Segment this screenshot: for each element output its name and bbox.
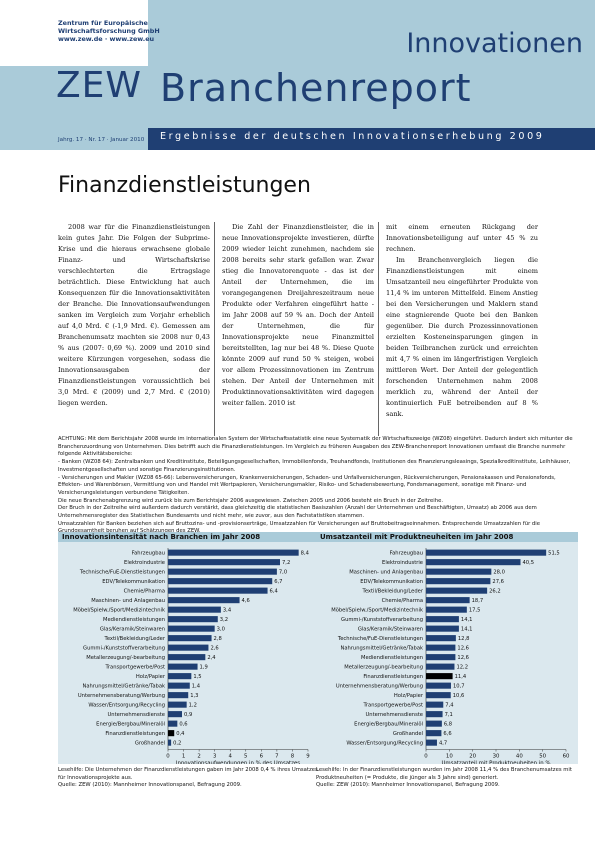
value-label: 3,2 <box>219 616 229 623</box>
bar-chart-product-share <box>316 542 578 764</box>
category-label: Finanzdienstleistungen <box>363 673 423 680</box>
category-label: Transportgewerbe/Post <box>363 702 423 709</box>
bar <box>426 730 441 736</box>
bar <box>168 588 268 594</box>
value-label: 7,2 <box>282 559 291 566</box>
zew-logo: ZEW <box>56 65 143 106</box>
text-column-3 <box>386 222 538 420</box>
x-tick-label: 1 <box>181 753 186 760</box>
value-label: 10,7 <box>452 683 465 690</box>
x-tick-label: 0 <box>424 753 428 760</box>
bar <box>168 578 272 584</box>
x-tick-label: 6 <box>259 753 264 760</box>
category-label: Textil/Bekleidung/Leder <box>104 635 165 642</box>
category-label: Maschinen- und Anlagenbau <box>349 569 423 576</box>
x-tick-label: 20 <box>469 753 477 760</box>
value-label: 1,2 <box>188 702 197 709</box>
bar <box>168 597 240 603</box>
text-column-1 <box>58 222 210 409</box>
category-label: Holz/Papier <box>393 692 423 699</box>
category-label: Nahrungsmittel/Getränke/Tabak <box>82 683 165 690</box>
chart-panel-product-share <box>316 532 578 764</box>
category-label: Unternehmensdienste <box>107 711 165 718</box>
category-label: Möbel/Spielw./Sport/Medizintechnik <box>73 607 165 614</box>
bar <box>426 550 546 556</box>
value-label: 6,7 <box>274 578 283 585</box>
value-label: 6,6 <box>443 730 452 737</box>
category-label: Fahrzeugbau <box>389 550 423 557</box>
value-label: 14,1 <box>460 626 473 633</box>
category-label: Energie/Bergbau/Mineralöl <box>354 721 423 728</box>
bar <box>168 645 208 651</box>
chart-title: Umsatzanteil mit Produktneuheiten im Jahr 2008 <box>316 532 578 542</box>
bar <box>426 721 442 727</box>
x-axis-label: Innovationsaufwendungen in % des Umsatzes <box>175 760 301 764</box>
value-label: 0,6 <box>179 721 188 728</box>
bar <box>168 635 212 641</box>
paragraph: 2008 war für die Finanzdienstleistungen kein gutes Jahr. Die Folgen der Subprime-Krise und die hieraus erwachsene globale Finanz- und Wirtschaftskrise verschlechterten die Ertragslage beträchtlich. Diese Entwicklung hat auch Konsequenzen für die Innovationsaktivitäten der Branche. Die Innovationsaufwendungen sanken im Vergleich zum Vorjahr erheblich auf 4,0 Mrd. € (-1,9 Mrd. €). Gemessen am Branchenumsatz machten sie 2008 nur 0,43 % aus (2007: 0,69 %). 2009 und 2010 sind weitere Kürzungen vorgesehen, sodass die Innovationsausgaben der Finanzdienstleistungen voraussichtlich bei 3,0 Mrd. € (2009) und 2,7 Mrd. € (2010) liegen werden. <box>58 223 210 407</box>
caption-source: Quelle: ZEW (2010): Mannheimer Innovationspanel, Befragung 2009. <box>316 782 500 789</box>
category-label: Gummi-/Kunststoffverarbeitung <box>341 616 423 623</box>
bar <box>168 692 188 698</box>
note-paragraph: Die neue Branchenabgrenzung wird zurück bis zum Berichtsjahr 2006 ausgewiesen. Zwischen 2005 und 2006 besteht ein Bruch in der Zeitreihe. <box>58 497 444 504</box>
org-name-line1: Zentrum für Europäische <box>58 19 148 27</box>
x-tick-label: 5 <box>244 753 248 760</box>
chart-caption <box>58 767 320 790</box>
value-label: 2,6 <box>210 645 219 652</box>
bar-chart-intensity <box>58 542 320 764</box>
bar <box>168 683 190 689</box>
value-label: 12,6 <box>457 654 469 661</box>
value-label: 8,4 <box>300 550 309 557</box>
x-tick-label: 40 <box>515 753 523 760</box>
issue-info: Jahrg. 17 · Nr. 17 · Januar 2010 <box>58 137 145 143</box>
category-label: Textil/Bekleidung/Leder <box>362 588 423 595</box>
category-label: Gummi-/Kunststoffverarbeitung <box>83 645 165 652</box>
bar <box>168 626 215 632</box>
category-label: Technische/FuE-Dienstleistungen <box>79 569 165 576</box>
bar <box>168 559 280 565</box>
column-divider <box>214 222 215 436</box>
bar <box>168 721 177 727</box>
category-label: Mediendienstleistungen <box>103 616 165 623</box>
category-label: Glas/Keramik/Steinwaren <box>99 626 165 633</box>
value-label: 7,1 <box>444 711 453 718</box>
category-label: Großhandel <box>392 730 423 737</box>
value-label: 1,3 <box>190 692 199 699</box>
value-label: 3,4 <box>222 607 232 614</box>
note-paragraph: Umsatzzahlen für Banken beziehen sich auf Bruttozins- und -provisionserträge, Umsatzzahlen für Versicherungen auf Bruttobeitragseinnahmen. Entsprechende Umsatzzahlen für die <box>58 520 541 527</box>
bar <box>168 673 191 679</box>
value-label: 14,1 <box>460 616 473 623</box>
category-label: Metallerzeugung/-bearbeitung <box>344 664 423 671</box>
value-label: 12,6 <box>457 645 469 652</box>
category-label: Wasser/Entsorgung/Recycling <box>346 740 423 747</box>
value-label: 7,0 <box>278 569 288 576</box>
value-label: 7,4 <box>445 702 454 709</box>
category-label: Elektroindustrie <box>382 559 423 566</box>
category-label: Energie/Bergbau/Mineralöl <box>96 721 165 728</box>
bar <box>168 607 221 613</box>
value-label: 1,9 <box>199 664 208 671</box>
category-label: Metallerzeugung/-bearbeitung <box>86 654 165 661</box>
value-label: 12,2 <box>456 664 469 671</box>
chart-panel-intensity <box>58 532 320 764</box>
bar <box>426 588 487 594</box>
value-label: 26,2 <box>489 588 501 595</box>
bar <box>426 673 453 679</box>
org-website: www.zew.de · www.zew.eu <box>58 35 155 43</box>
paragraph: mit einem erneuten Rückgang der Innovationsbeteiligung auf unter 45 % zu rechnen. <box>386 223 538 253</box>
value-label: 2,4 <box>207 654 216 661</box>
x-tick-label: 3 <box>212 753 217 760</box>
note-paragraph: - Banken (WZ08 64): Zentralbanken und Kreditinstitute, Beteiligungsgesellschaften, Immobilienfonds, Treuhandfonds, Institutionen des Finanzierungsleasings, Spezialkreditinstitute, Leihhäuser, Investmentgesellschaften und sonstige Finanzierungsinstitutionen. <box>58 459 571 473</box>
category-label: Unternehmensberatung/Werbung <box>335 683 423 690</box>
bar <box>168 550 299 556</box>
x-tick-label: 60 <box>562 753 570 760</box>
bar <box>426 597 470 603</box>
methodology-note <box>58 436 578 536</box>
bar <box>168 616 218 622</box>
bar <box>168 702 187 708</box>
category-label: Chemie/Pharma <box>123 588 165 595</box>
bar <box>426 616 459 622</box>
value-label: 4,7 <box>438 740 448 747</box>
value-label: 28,0 <box>493 569 505 576</box>
category-label: Wasser/Entsorgung/Recycling <box>88 702 165 709</box>
value-label: 10,6 <box>452 692 465 699</box>
category-label: Nahrungsmittel/Getränke/Tabak <box>340 645 423 652</box>
category-label: EDV/Telekommunikation <box>360 578 423 585</box>
note-paragraph: ACHTUNG: Mit dem Berichtsjahr 2008 wurde im internationalen System der Wirtschaftsstatistik eine neue Systematik der Wirtschaftszweige (WZ08) eingeführt. Dadurch ändert sich mitunter die Branchenzuordnung von Unternehmen. Dies betrifft auch die Finanzdienstleistungen. Im Vergleich zu früheren Ausgaben des ZEW-Branchenreport Innovationen umfasst die Branche nunmehr folgende Aktivitätsbereiche: <box>58 436 573 458</box>
bar <box>168 711 182 717</box>
category-label: Fahrzeugbau <box>131 550 165 557</box>
x-tick-label: 4 <box>228 753 232 760</box>
category-label: Unternehmensberatung/Werbung <box>77 692 165 699</box>
value-label: 4,6 <box>241 597 250 604</box>
category-label: Mediendienstleistungen <box>361 654 423 661</box>
bar <box>426 702 443 708</box>
category-label: Holz/Papier <box>135 673 165 680</box>
bar <box>426 607 467 613</box>
bar <box>168 730 174 736</box>
bar <box>168 654 205 660</box>
category-label: EDV/Telekommunikation <box>102 578 165 585</box>
paragraph: Im Branchenvergleich liegen die Finanzdienstleistungen mit einem Umsatzanteil neu eingeführter Produkte von 11,4 % im unteren Mittelfeld. Einem Anstieg bei den Versicherungen und Maklern stand eine stagnierende Quote bei den Banken gegenüber. Die durch Prozessinnovationen erzielten Kosteneinsparungen gingen in beiden Teilbranchen zurück und erreichten mit 4,7 % einen im längerfristigen Vergleich mittleren Wert. Der Anteil der gelegentlich forschenden Unternehmen nahm 2008 merklich zu, während der Anteil der kontinuierlich FuE betreibenden auf 8 % sank. <box>386 256 538 418</box>
x-tick-label: 2 <box>197 753 201 760</box>
chart-area <box>316 542 578 764</box>
value-label: 6,4 <box>269 588 278 595</box>
category-label: Großhandel <box>134 740 165 747</box>
bar <box>168 664 198 670</box>
x-tick-label: 8 <box>290 753 295 760</box>
bar <box>426 569 491 575</box>
category-label: Unternehmensdienste <box>365 711 423 718</box>
category-label: Chemie/Pharma <box>381 597 423 604</box>
category-label: Maschinen- und Anlagenbau <box>91 597 165 604</box>
value-label: 3,0 <box>216 626 225 633</box>
x-tick-label: 30 <box>492 753 500 760</box>
x-tick-label: 10 <box>445 753 453 760</box>
bar <box>426 664 454 670</box>
x-axis-label: Umsatzanteil mit Produktneuheiten in % <box>441 760 551 764</box>
caption-source: Quelle: ZEW (2010): Mannheimer Innovationspanel, Befragung 2009. <box>58 782 242 789</box>
bar <box>426 559 521 565</box>
note-paragraph: - Versicherungen und Makler (WZ08 65-66): Lebensversicherungen, Krankenversicherungen, Schaden- und Unfallversicherungen, Rückversicherungen, Pensionskassen und Pensionsfonds, Effekten- und Warenbörsen, Vermittlung von und Handel mit Wertpapieren, Versicherungsmakler, Risiko- und Schadensbewertung, Fondsmanagement, sonstige mit Finanz- und Versicherungsleistungen verbundene Tätigkeiten. <box>58 474 556 496</box>
bar <box>426 626 459 632</box>
report-title: Branchenreport <box>160 66 472 110</box>
page-title: Finanzdienstleistungen <box>58 173 311 198</box>
value-label: 27,6 <box>492 578 504 585</box>
value-label: 0,2 <box>173 740 182 747</box>
value-label: 51,5 <box>548 550 560 557</box>
bar <box>426 654 455 660</box>
report-subtitle: Ergebnisse der deutschen Innovationserhebung 2009 <box>160 131 545 142</box>
value-label: 0,9 <box>184 711 193 718</box>
value-label: 1,4 <box>191 683 201 690</box>
bar <box>426 645 455 651</box>
value-label: 0,4 <box>176 730 185 737</box>
caption-text: Lesehilfe: Die Unternehmen der Finanzdienstleistungen gaben im Jahr 2008 0,4 % ihres Umsatzes für Innovationsprojekte aus. <box>58 767 318 781</box>
category-label: Transportgewerbe/Post <box>105 664 165 671</box>
value-label: 12,8 <box>457 635 470 642</box>
x-tick-label: 7 <box>275 753 279 760</box>
value-label: 40,5 <box>522 559 535 566</box>
org-name-line2: Wirtschaftsforschung GmbH <box>58 27 160 35</box>
value-label: 17,5 <box>468 607 481 614</box>
series-word: Innovationen <box>406 28 583 59</box>
bar <box>426 711 443 717</box>
caption-text: Lesehilfe: In der Finanzdienstleistungen wurden im Jahr 2008 11,4 % des Branchenumsatzes mit Produktneuheiten (= Produkte, die jünger als 3 Jahre sind) generiert. <box>316 767 572 781</box>
bar <box>426 692 451 698</box>
bar <box>426 740 437 746</box>
chart-area <box>58 542 320 764</box>
category-label: Glas/Keramik/Steinwaren <box>357 626 423 633</box>
bar <box>426 683 451 689</box>
column-divider <box>378 222 379 436</box>
category-label: Technische/FuE-Dienstleistungen <box>337 635 423 642</box>
bar <box>168 569 277 575</box>
x-tick-label: 0 <box>166 753 170 760</box>
value-label: 1,5 <box>193 673 202 680</box>
paragraph: Die Zahl der Finanzdienstleister, die in neue Innovationsprojekte investieren, dürfte 2009 wieder leicht zunehmen, nachdem sie 2008 bereits sehr stark gefallen war. Zwar stieg die Innovatorenquote - das ist der Anteil der Unternehmen, die im vorangegangenen Dreijahreszeitraum neue Produkte oder Verfahren eingeführt hatte - im Jahr 2008 auf 59 % an. Doch der Anteil der Unternehmen, die für Innovationsprojekte neue Finanzmittel bereitstellten, lag nur bei 48 %. Diese Quote könnte 2009 auf rund 50 % steigen, wobei vor allem Prozessinnovationen im Zentrum stehen. Der Anteil der Unternehmen mit Produktinnovationsaktivitäten wird dagegen weiter fallen. 2010 ist <box>222 223 374 407</box>
value-label: 11,4 <box>454 673 467 680</box>
chart-caption <box>316 767 578 790</box>
x-tick-label: 9 <box>306 753 310 760</box>
note-paragraph: Der Bruch in der Zeitreihe wird außerdem dadurch verstärkt, dass gleichzeitig die statistischen Basiszahlen (Anzahl der Unternehmen und Beschäftigten, Umsatz) ab 2006 aus dem Unternehmensregister des Statistischen Bundesamts und nicht mehr, wie zuvor, aus den Fachstatistiken stammen. <box>58 505 537 520</box>
bar <box>168 740 171 746</box>
value-label: 2,8 <box>213 635 222 642</box>
category-label: Möbel/Spielw./Sport/Medizintechnik <box>331 607 423 614</box>
value-label: 18,7 <box>471 597 484 604</box>
chart-title: Innovationsintensität nach Branchen im Jahr 2008 <box>58 532 320 542</box>
bar <box>426 635 456 641</box>
category-label: Elektroindustrie <box>124 559 165 566</box>
text-column-2 <box>222 222 374 409</box>
value-label: 6,8 <box>443 721 453 728</box>
x-tick-label: 50 <box>539 753 547 760</box>
category-label: Finanzdienstleistungen <box>105 730 165 737</box>
bar <box>426 578 490 584</box>
